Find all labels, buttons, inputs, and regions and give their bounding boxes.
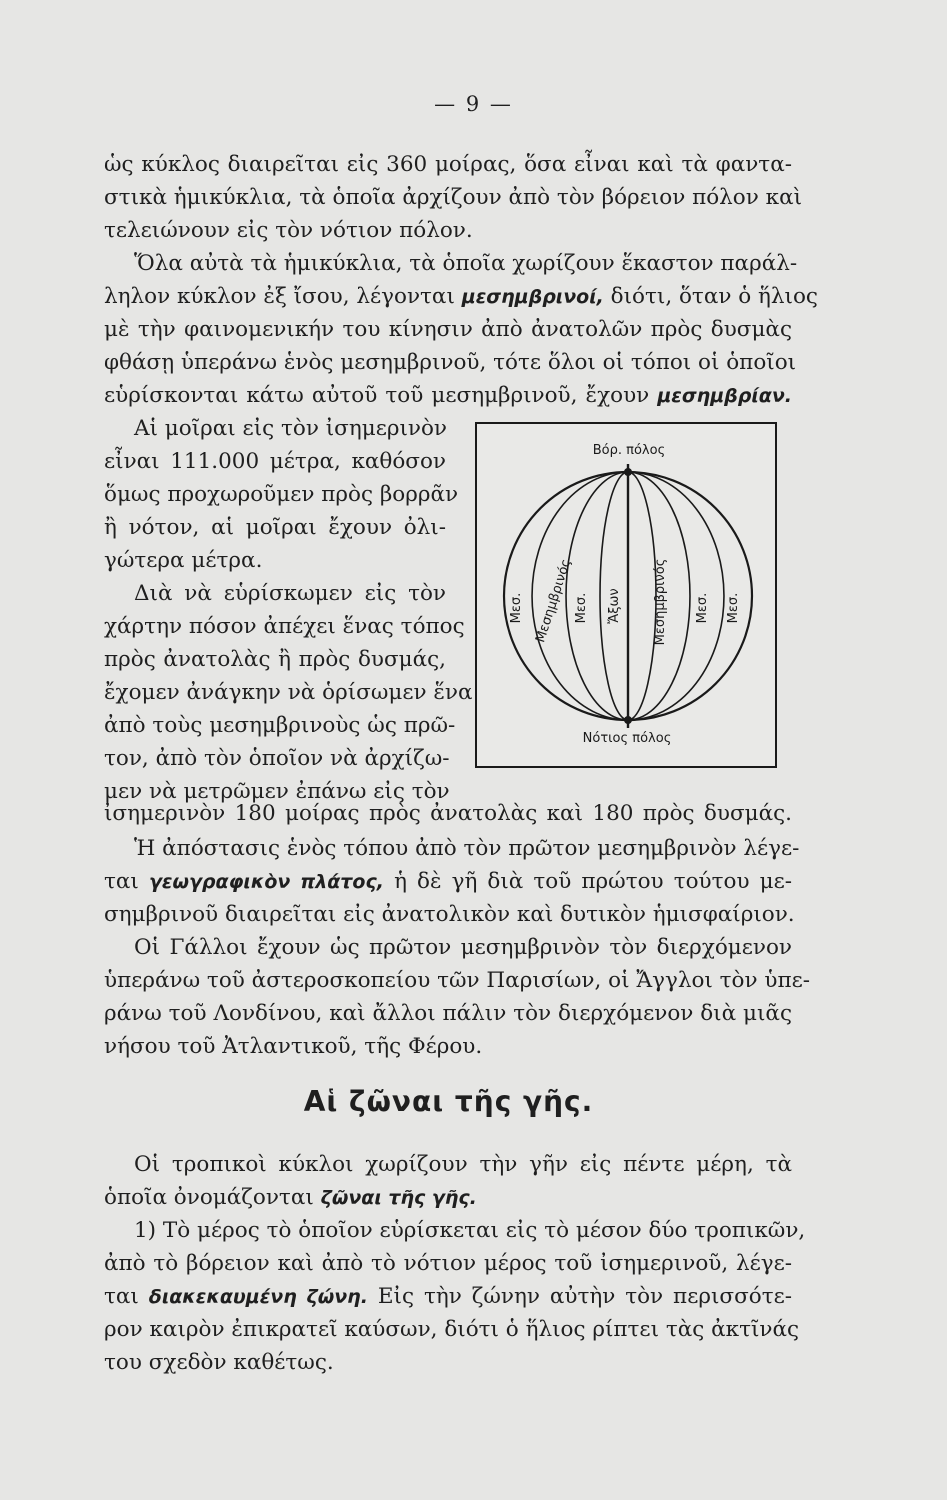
text-line: ἀπὸ τὸ βόρειον καὶ ἀπὸ τὸ νότιον μέρος τοῦ ἰσημερινοῦ, λέγε-	[104, 1251, 792, 1276]
meridian-label: Μεσ.	[726, 592, 741, 624]
text-line: ρον καιρὸν ἐπικρατεῖ καύσων, διότι ὁ ἥλιος ρίπτει τὰς ἀκτῖνάς	[104, 1317, 800, 1342]
text-span: Εἰς τὴν ζώνην αὐτὴν τὸν περισσότε-	[377, 1284, 792, 1309]
text-line: 1) Τὸ μέρος τὸ ὁποῖον εὑρίσκεται εἰς τὸ μέσον δύο τροπικῶν,	[134, 1218, 806, 1243]
text-line: Αἱ μοῖραι εἰς τὸν ἰσημερινὸν	[134, 416, 447, 441]
section-heading: Αἱ ζῶναι τῆς γῆς.	[303, 1085, 594, 1118]
text-line: σημβρινοῦ διαιρεῖται εἰς ἀνατολικὸν καὶ δυτικὸν ἡμισφαίριον.	[104, 902, 795, 927]
text-line: ἰσημερινὸν 180 μοίρας πρὸς ἀνατολὰς καὶ 180 πρὸς δυσμάς.	[104, 801, 792, 826]
text-line	[104, 282, 818, 312]
north-pole-label: Βόρ. πόλος	[592, 443, 666, 458]
text-line: ἢ νότον, αἱ μοῖραι ἔχουν ὀλι-	[104, 515, 446, 540]
text-line	[104, 1183, 792, 1213]
emphasis-term: μεσημβρινοί,	[461, 286, 604, 308]
page-number: — 9 —	[434, 92, 513, 116]
meridian-label: Μεσ.	[509, 592, 524, 624]
meridian-label: Μεσ.	[574, 592, 589, 624]
text-line: Οἱ Γάλλοι ἔχουν ὡς πρῶτον μεσημβρινὸν τὸν διερχόμενον	[134, 935, 792, 960]
text-span: ἡ δὲ γῆ διὰ τοῦ πρώτου τούτου με-	[394, 869, 792, 894]
axis-label: Ἄξων	[607, 588, 622, 624]
meridian-label: Μεσ.	[695, 592, 710, 624]
text-line: του σχεδὸν καθέτως.	[104, 1350, 334, 1375]
text-line: Ὅλα αὐτὰ τὰ ἡμικύκλια, τὰ ὁποῖα χωρίζουν ἕκαστον παράλ-	[134, 251, 798, 276]
text-span: ληλον κύκλον ἐξ ἴσου, λέγονται	[104, 284, 455, 309]
text-line: φθάσῃ ὑπεράνω ἑνὸς μεσημβρινοῦ, τότε ὅλοι οἱ τόποι οἱ ὁποῖοι	[104, 350, 797, 375]
text-span: ται	[104, 1284, 139, 1309]
text-line: πρὸς ἀνατολὰς ἢ πρὸς δυσμάς,	[104, 647, 446, 672]
text-line: εἶναι 111.000 μέτρα, καθόσον	[104, 449, 446, 474]
text-line: τελειώνουν εἰς τὸν νότιον πόλον.	[104, 218, 473, 243]
text-line: ὅμως προχωροῦμεν πρὸς βορρᾶν	[104, 482, 459, 507]
south-pole-label: Νότιος πόλος	[582, 731, 672, 746]
text-span: εὑρίσκονται κάτω αὐτοῦ τοῦ μεσημβρινοῦ, ἔχουν	[104, 383, 650, 408]
text-line	[104, 381, 792, 411]
text-line: στικὰ ἡμικύκλια, τὰ ὁποῖα ἀρχίζουν ἀπὸ τὸν βόρειον πόλον καὶ	[104, 185, 803, 210]
text-line: Ἡ ἀπόστασις ἑνὸς τόπου ἀπὸ τὸν πρῶτον μεσημβρινὸν λέγε-	[134, 836, 800, 861]
text-span: διότι, ὅταν ὁ ἥλιος	[610, 284, 818, 309]
text-line: ράνω τοῦ Λονδίνου, καὶ ἄλλοι πάλιν τὸν διερχόμενον διὰ μιᾶς	[104, 1001, 792, 1026]
emphasis-term: ζῶναι τῆς γῆς.	[320, 1187, 477, 1209]
text-line: ἀπὸ τοὺς μεσημβρινοὺς ὡς πρῶ-	[104, 713, 456, 738]
meridian-label: Μεσημβρινός	[653, 558, 668, 646]
text-line: μὲ τὴν φαινομενικήν του κίνησιν ἀπὸ ἀνατολῶν πρὸς δυσμὰς	[104, 317, 792, 342]
emphasis-term: γεωγραφικὸν πλάτος,	[148, 871, 384, 893]
globe-diagram	[477, 424, 775, 766]
text-span: ται	[104, 869, 139, 894]
text-line: ἔχομεν ἀνάγκην νὰ ὁρίσωμεν ἕνα	[104, 680, 473, 705]
text-line: τον, ἀπὸ τὸν ὁποῖον νὰ ἀρχίζω-	[104, 746, 450, 771]
text-line: χάρτην πόσον ἀπέχει ἕνας τόπος	[104, 614, 465, 639]
text-line: γώτερα μέτρα.	[104, 548, 263, 573]
globe-meridians-figure	[475, 422, 777, 768]
emphasis-term: διακεκαυμένη ζώνη.	[148, 1286, 368, 1308]
text-line	[104, 867, 792, 897]
text-line: ὡς κύκλος διαιρεῖται εἰς 360 μοίρας, ὅσα εἶναι καὶ τὰ φαντα-	[104, 152, 792, 177]
text-line: μεν νὰ μετρῶμεν ἐπάνω εἰς τὸν	[104, 779, 450, 804]
text-line: νήσου τοῦ Ἀτλαντικοῦ, τῆς Φέρου.	[104, 1034, 483, 1059]
text-line: ὑπεράνω τοῦ ἀστεροσκοπείου τῶν Παρισίων, οἱ Ἄγγλοι τὸν ὑπε-	[104, 968, 811, 993]
text-line: Οἱ τροπικοὶ κύκλοι χωρίζουν τὴν γῆν εἰς πέντε μέρη, τὰ	[134, 1152, 792, 1177]
text-line	[104, 1282, 792, 1312]
text-span: ὁποῖα ὀνομάζονται	[104, 1185, 314, 1210]
text-line: Διὰ νὰ εὑρίσκωμεν εἰς τὸν	[134, 581, 446, 606]
meridian-label: Μεσημβρινός	[533, 557, 575, 645]
emphasis-term: μεσημβρίαν.	[657, 385, 792, 407]
